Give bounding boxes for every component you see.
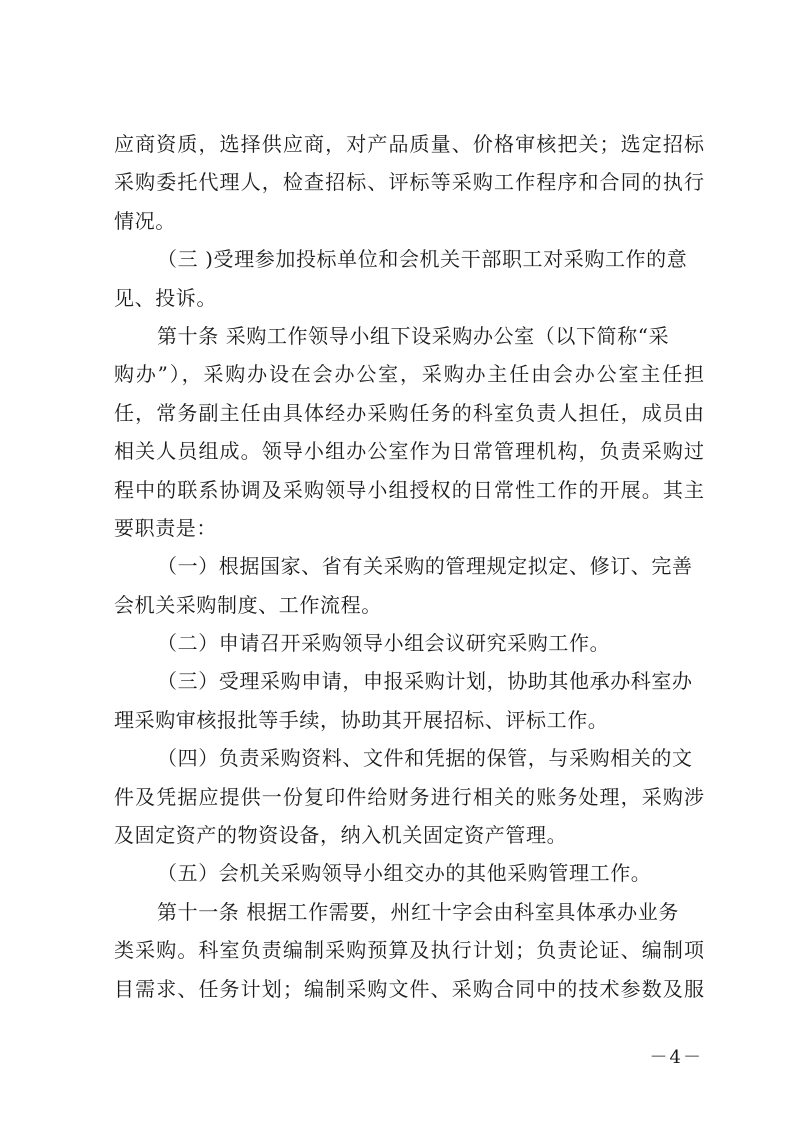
text-line: 采购委托代理人，检查招标、评标等采购工作程序和合同的执行 [114, 170, 704, 195]
text-line: （三）受理采购申请，申报采购计划，协助其他承办科室办 [157, 669, 693, 694]
page-number: －4－ [649, 1047, 703, 1068]
text-line: 及固定资产的物资设备，纳入机关固定资产管理。 [114, 823, 568, 848]
text-line: 情况。 [114, 208, 176, 233]
text-line: 会机关采购制度、工作流程。 [114, 592, 382, 617]
text-line: 目需求、任务计划；编制采购文件、采购合同中的技术参数及服 [114, 976, 704, 1001]
article-11-heading-line: 第十一条 根据工作需要，州红十字会由科室具体承办业务 [157, 899, 679, 924]
text-line: 要职责是： [114, 515, 217, 540]
text-line: （二）申请召开采购领导小组会议研究采购工作。 [157, 631, 611, 656]
article-10-heading-line: 第十条 采购工作领导小组下设采购办公室（以下简称“采 [157, 323, 670, 348]
text-line: 任，常务副主任由具体经办采购任务的科室负责人担任，成员由 [114, 400, 704, 425]
text-line: 购办”），采购办设在会办公室，采购办主任由会办公室主任担 [114, 362, 704, 387]
text-line: 应商资质，选择供应商，对产品质量、价格审核把关；选定招标 [114, 132, 704, 156]
text-line: 件及凭据应提供一份复印件给财务进行相关的账务处理，采购涉 [114, 784, 704, 809]
text-line: （五）会机关采购领导小组交办的其他采购管理工作。 [157, 861, 652, 886]
text-line: 理采购审核报批等手续，协助其开展招标、评标工作。 [114, 707, 609, 732]
text-line: 相关人员组成。领导小组办公室作为日常管理机构，负责采购过 [114, 439, 704, 464]
text-line: 类采购。科室负责编制采购预算及执行计划；负责论证、编制项 [114, 938, 704, 963]
text-line: 见、投诉。 [114, 285, 217, 310]
text-line: （三 )受理参加投标单位和会机关干部职工对采购工作的意 [157, 247, 688, 272]
text-line: 程中的联系协调及采购领导小组授权的日常性工作的开展。其主 [114, 477, 704, 502]
body-text [114, 125, 704, 1008]
text-line: （四）负责采购资料、文件和凭据的保管，与采购相关的文 [157, 746, 693, 771]
text-line: （一）根据国家、省有关采购的管理规定拟定、修订、完善 [157, 554, 693, 579]
